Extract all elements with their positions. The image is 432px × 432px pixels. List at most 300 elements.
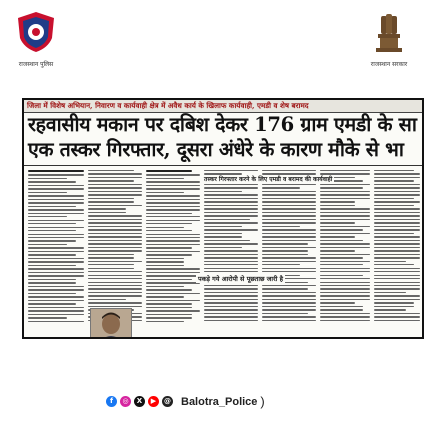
- body-text-line: [374, 191, 420, 192]
- body-column-1: [28, 170, 84, 334]
- body-text-line: [204, 240, 250, 241]
- body-text-line: [146, 286, 184, 287]
- body-text-line: [374, 177, 420, 178]
- body-text-line: [320, 316, 370, 317]
- body-text-line: [146, 220, 200, 221]
- body-text-line: [374, 302, 414, 303]
- headline-line-2: एक तस्कर गिरफ्तार, दूसरा अंधेरे के कारण मौके से भा: [28, 138, 404, 161]
- body-text-line: [28, 247, 84, 248]
- body-text-line: [204, 254, 258, 255]
- body-text-line: [88, 271, 142, 272]
- body-text-line: [88, 254, 134, 255]
- body-text-line: [262, 187, 300, 188]
- body-text-line: [204, 316, 258, 317]
- body-text-line: [262, 306, 316, 307]
- body-text-line: [374, 299, 420, 300]
- body-text-line: [88, 215, 142, 216]
- body-text-line: [320, 320, 370, 321]
- body-text-line: [28, 244, 67, 245]
- body-text-line: [204, 222, 258, 223]
- body-text-line: [88, 205, 142, 206]
- body-text-line: [28, 192, 67, 193]
- body-text-line: [262, 285, 316, 286]
- body-text-line: [88, 295, 142, 296]
- body-text-line: [374, 261, 406, 262]
- body-text-line: [320, 247, 370, 248]
- body-text-line: [88, 184, 142, 185]
- body-text-line: [320, 201, 355, 202]
- body-text-line: [204, 212, 258, 213]
- body-text-line: [204, 170, 258, 171]
- body-text-line: [374, 278, 420, 279]
- handle-bracket: ): [260, 394, 265, 409]
- body-text-line: [88, 233, 142, 234]
- body-text-line: [262, 299, 316, 300]
- body-text-line: [204, 215, 258, 216]
- body-text-line: [28, 223, 76, 224]
- body-text-line: [28, 234, 84, 235]
- body-text-line: [320, 194, 370, 195]
- body-text-line: [204, 302, 258, 303]
- body-text-line: [88, 194, 142, 195]
- body-text-line: [146, 240, 200, 241]
- body-text-line: [204, 306, 258, 307]
- body-text-line: [28, 268, 84, 269]
- body-text-line: [146, 234, 200, 235]
- body-text-line: [262, 313, 308, 314]
- body-text-line: [28, 209, 84, 210]
- body-text-line: [146, 209, 200, 210]
- body-text-line: [204, 320, 258, 321]
- body-text-line: [320, 302, 355, 303]
- body-text-line: [146, 199, 200, 200]
- body-text-line: [320, 243, 370, 244]
- body-text-line: [320, 271, 370, 272]
- headline-line-1: रहवासीय मकान पर दबिश देकर 176 ग्राम एमडी के सा: [28, 113, 417, 136]
- body-text-line: [88, 268, 134, 269]
- body-text-line: [88, 299, 126, 300]
- body-text-line: [88, 170, 134, 171]
- body-text-line: [204, 285, 258, 286]
- body-text-line: [374, 271, 420, 272]
- body-text-line: [204, 243, 258, 244]
- body-text-line: [262, 208, 316, 209]
- body-text-line: [320, 299, 370, 300]
- body-text-line: [88, 282, 142, 283]
- body-text-line: [204, 236, 242, 237]
- body-text-line: [146, 202, 200, 203]
- body-text-line: [320, 275, 363, 276]
- body-text-line: [320, 170, 370, 171]
- body-text-line: [204, 250, 258, 251]
- body-text-line: [204, 295, 258, 296]
- body-text-line: [28, 227, 84, 228]
- body-text-line: [28, 265, 76, 266]
- body-text-line: [88, 243, 142, 244]
- body-text-line: [88, 264, 134, 265]
- body-text-line: [374, 316, 420, 317]
- body-text-line: [320, 264, 363, 265]
- body-text-line: [262, 257, 316, 258]
- body-text-line: [262, 288, 308, 289]
- body-text-line: [88, 257, 134, 258]
- body-text-line: [146, 251, 200, 252]
- body-text-line: [374, 295, 420, 296]
- newspaper-clipping: [22, 98, 424, 339]
- body-text-line: [320, 208, 370, 209]
- body-text-line: [28, 181, 76, 182]
- body-text-line: [204, 226, 242, 227]
- body-text-line: [28, 178, 67, 179]
- logo-right-caption: राजस्थान सरकार: [370, 61, 408, 68]
- body-text-line: [146, 258, 184, 259]
- clipping-strap-line: जिला में विशेष अभियान, निवारण व कार्यवाही क्षेत्र में अवैध कार्य के खिलाफ कार्यवाही, एमडी व शेष बरामद: [24, 100, 424, 113]
- body-text-line: [204, 292, 258, 293]
- body-text-line: [320, 226, 370, 227]
- social-handle[interactable]: Balotra_Police: [181, 395, 258, 408]
- body-text-line: [204, 219, 250, 220]
- body-text-line: [320, 261, 370, 262]
- body-text-line: [88, 261, 142, 262]
- body-text-line: [28, 185, 84, 186]
- body-text-line: [146, 170, 192, 172]
- body-text-line: [88, 250, 142, 251]
- body-text-line: [146, 261, 184, 262]
- body-text-line: [374, 170, 414, 171]
- body-text-line: [204, 229, 258, 230]
- body-text-line: [320, 278, 370, 279]
- government-emblem-logo: [372, 12, 406, 54]
- body-text-line: [262, 219, 316, 220]
- body-text-line: [88, 201, 134, 202]
- body-text-line: [88, 208, 126, 209]
- body-text-line: [262, 243, 308, 244]
- body-text-line: [262, 268, 316, 269]
- body-text-line: [374, 184, 420, 185]
- threads-icon[interactable]: @: [164, 397, 171, 405]
- body-text-line: [88, 180, 134, 181]
- body-text-line: [146, 314, 192, 315]
- body-text-line: [320, 212, 370, 213]
- body-text-line: [374, 292, 406, 293]
- body-text-line: [146, 230, 192, 231]
- body-text-line: [262, 261, 316, 262]
- body-text-line: [320, 219, 370, 220]
- body-text-line: [262, 236, 316, 237]
- body-text-line: [146, 195, 200, 196]
- body-text-line: [374, 257, 420, 258]
- body-text-line: [320, 187, 363, 188]
- body-text-line: [204, 205, 258, 206]
- body-text-line: [320, 288, 370, 289]
- body-text-line: [262, 316, 316, 317]
- body-column-5: [262, 170, 316, 334]
- body-text-line: [88, 219, 142, 220]
- body-text-line: [28, 310, 84, 311]
- body-text-line: [146, 178, 184, 179]
- body-text-line: [146, 300, 200, 301]
- body-text-line: [262, 194, 316, 195]
- body-text-line: [146, 265, 184, 266]
- body-text-line: [146, 268, 200, 269]
- body-text-line: [262, 191, 316, 192]
- body-text-line: [28, 279, 76, 280]
- body-text-line: [262, 212, 316, 213]
- body-text-line: [204, 208, 258, 209]
- body-text-line: [146, 279, 192, 280]
- body-text-line: [320, 236, 355, 237]
- body-text-line: [262, 170, 316, 171]
- body-text-line: [28, 296, 84, 297]
- body-text-line: [262, 201, 316, 202]
- body-text-line: [28, 254, 76, 255]
- body-text-line: [146, 310, 200, 311]
- body-text-line: [374, 194, 420, 195]
- body-text-line: [146, 303, 192, 304]
- body-text-line: [88, 229, 142, 230]
- body-text-line: [320, 205, 355, 206]
- body-text-line: [262, 229, 316, 230]
- body-text-line: [146, 237, 200, 238]
- body-text-line: [146, 282, 200, 283]
- body-text-line: [374, 240, 420, 241]
- body-text-line: [28, 240, 76, 241]
- body-text-line: [262, 271, 316, 272]
- body-text-line: [28, 300, 84, 301]
- body-text-line: [262, 320, 316, 321]
- body-text-line: [320, 215, 370, 216]
- body-text-line: [320, 295, 370, 296]
- body-text-line: [374, 243, 420, 244]
- body-text-line: [320, 254, 370, 255]
- body-text-line: [28, 251, 84, 252]
- body-text-line: [146, 289, 192, 290]
- body-text-line: [88, 275, 142, 276]
- body-text-line: [262, 302, 316, 303]
- body-text-line: [88, 285, 142, 286]
- body-text-line: [28, 220, 84, 221]
- body-text-line: [28, 199, 84, 200]
- body-text-line: [28, 286, 84, 287]
- body-text-line: [146, 317, 192, 318]
- body-text-line: [28, 282, 76, 283]
- body-text-line: [262, 309, 316, 310]
- body-text-line: [28, 230, 76, 231]
- body-text-line: [374, 250, 420, 251]
- body-text-line: [320, 240, 363, 241]
- body-text-line: [374, 320, 420, 321]
- body-text-line: [204, 247, 242, 248]
- body-text-line: [88, 240, 142, 241]
- body-text-line: [204, 268, 258, 269]
- body-text-line: [146, 247, 192, 248]
- body-text-line: [146, 188, 200, 189]
- body-text-line: [88, 177, 142, 178]
- body-text-line: [146, 272, 200, 273]
- body-text-line: [262, 233, 316, 234]
- body-text-line: [146, 181, 200, 182]
- body-text-line: [204, 313, 258, 314]
- body-text-line: [262, 292, 316, 293]
- body-text-line: [28, 289, 84, 290]
- body-text-line: [374, 187, 420, 188]
- body-text-line: [146, 227, 184, 228]
- body-text-line: [374, 236, 420, 237]
- body-text-line: [28, 202, 84, 203]
- logo-left-caption: राजस्थान पुलिस: [18, 61, 54, 68]
- body-text-line: [204, 299, 258, 300]
- body-text-line: [28, 303, 76, 304]
- body-text-line: [88, 288, 142, 289]
- body-text-line: [262, 240, 316, 241]
- body-text-line: [28, 293, 76, 294]
- headline-rule: [24, 165, 422, 166]
- body-text-line: [28, 188, 84, 189]
- body-text-line: [146, 206, 200, 207]
- body-text-line: [204, 194, 258, 195]
- body-text-line: [374, 288, 420, 289]
- body-text-line: [146, 192, 184, 193]
- body-column-4: [204, 170, 258, 334]
- body-text-line: [28, 216, 67, 217]
- column-subhead-mid: पकड़े गये आरोपी से पूछताछ जारी है: [198, 275, 283, 283]
- body-text-line: [28, 307, 84, 308]
- body-text-line: [262, 184, 316, 185]
- body-text-line: [374, 208, 420, 209]
- body-text-line: [204, 264, 258, 265]
- body-text-line: [204, 233, 242, 234]
- body-text-line: [262, 295, 316, 296]
- body-text-line: [88, 222, 142, 223]
- body-text-line: [374, 264, 414, 265]
- body-text-line: [320, 306, 363, 307]
- body-text-line: [262, 222, 316, 223]
- body-text-line: [374, 275, 420, 276]
- body-column-6: [320, 170, 370, 334]
- body-text-line: [146, 254, 192, 255]
- body-text-line: [146, 216, 200, 217]
- body-text-line: [374, 247, 420, 248]
- x-icon[interactable]: X: [134, 396, 145, 407]
- body-text-line: [374, 233, 414, 234]
- body-text-line: [320, 233, 370, 234]
- body-text-line: [28, 317, 67, 318]
- body-text-line: [146, 223, 192, 224]
- body-text-line: [204, 191, 242, 192]
- body-text-line: [204, 198, 258, 199]
- column-subhead-top: तस्कर गिरफ्तार करने के लिए एमडी व बरामद की कार्यवाही: [204, 176, 333, 183]
- body-text-line: [88, 198, 134, 199]
- body-text-line: [204, 187, 258, 188]
- body-text-line: [320, 198, 370, 199]
- body-text-line: [374, 198, 414, 199]
- instagram-icon[interactable]: ◎: [120, 396, 131, 407]
- body-text-line: [146, 307, 192, 308]
- body-text-line: [88, 226, 142, 227]
- body-text-line: [374, 268, 420, 269]
- body-text-line: [88, 292, 142, 293]
- body-text-line: [374, 173, 420, 174]
- body-text-line: [204, 271, 258, 272]
- accused-photo: [90, 308, 132, 339]
- body-text-line: [204, 309, 258, 310]
- body-text-line: [374, 219, 420, 220]
- youtube-icon[interactable]: ▶: [148, 396, 159, 407]
- body-text-line: [28, 272, 84, 273]
- body-text-line: [146, 244, 200, 245]
- body-text-line: [146, 293, 200, 294]
- body-text-line: [28, 170, 84, 172]
- body-text-line: [374, 180, 414, 181]
- body-column-7: [374, 170, 420, 334]
- body-text-line: [374, 215, 420, 216]
- body-text-line: [204, 288, 258, 289]
- body-text-line: [262, 198, 316, 199]
- body-text-line: [374, 285, 420, 286]
- body-text-line: [146, 321, 184, 322]
- body-text-line: [204, 184, 258, 185]
- body-text-line: [374, 282, 420, 283]
- body-text-line: [320, 313, 370, 314]
- body-text-line: [146, 174, 200, 175]
- body-text-line: [262, 264, 300, 265]
- body-text-line: [28, 213, 84, 214]
- body-text-line: [374, 229, 420, 230]
- body-text-line: [374, 201, 420, 202]
- body-text-line: [204, 257, 258, 258]
- body-text-line: [88, 247, 142, 248]
- body-text-line: [88, 236, 142, 237]
- body-text-line: [262, 215, 316, 216]
- body-text-line: [374, 226, 420, 227]
- body-text-line: [320, 268, 370, 269]
- body-text-line: [374, 306, 414, 307]
- body-text-line: [320, 285, 370, 286]
- body-text-line: [28, 237, 84, 238]
- body-text-line: [374, 254, 420, 255]
- body-text-line: [88, 173, 142, 174]
- body-text-line: [320, 250, 355, 251]
- body-column-3: [146, 170, 200, 334]
- body-text-line: [146, 296, 184, 297]
- body-text-line: [374, 212, 420, 213]
- body-text-line: [28, 195, 84, 196]
- body-text-line: [146, 275, 200, 276]
- body-text-line: [262, 250, 308, 251]
- body-text-line: [88, 302, 142, 303]
- body-text-line: [28, 275, 84, 276]
- body-text-line: [88, 191, 142, 192]
- body-text-line: [320, 309, 363, 310]
- body-text-line: [88, 187, 142, 188]
- body-text-line: [320, 222, 355, 223]
- body-text-line: [374, 205, 414, 206]
- facebook-icon[interactable]: f: [106, 396, 117, 407]
- rajasthan-police-logo: [14, 10, 58, 54]
- body-text-line: [146, 213, 192, 214]
- body-text-line: [204, 201, 258, 202]
- body-text-line: [28, 321, 84, 322]
- body-text-line: [88, 278, 142, 279]
- body-text-line: [320, 257, 363, 258]
- body-text-line: [374, 222, 420, 223]
- body-text-line: [28, 261, 84, 262]
- body-text-line: [88, 212, 126, 213]
- body-text-line: [28, 258, 84, 259]
- body-text-line: [320, 229, 363, 230]
- body-text-line: [262, 226, 300, 227]
- body-text-line: [320, 184, 370, 185]
